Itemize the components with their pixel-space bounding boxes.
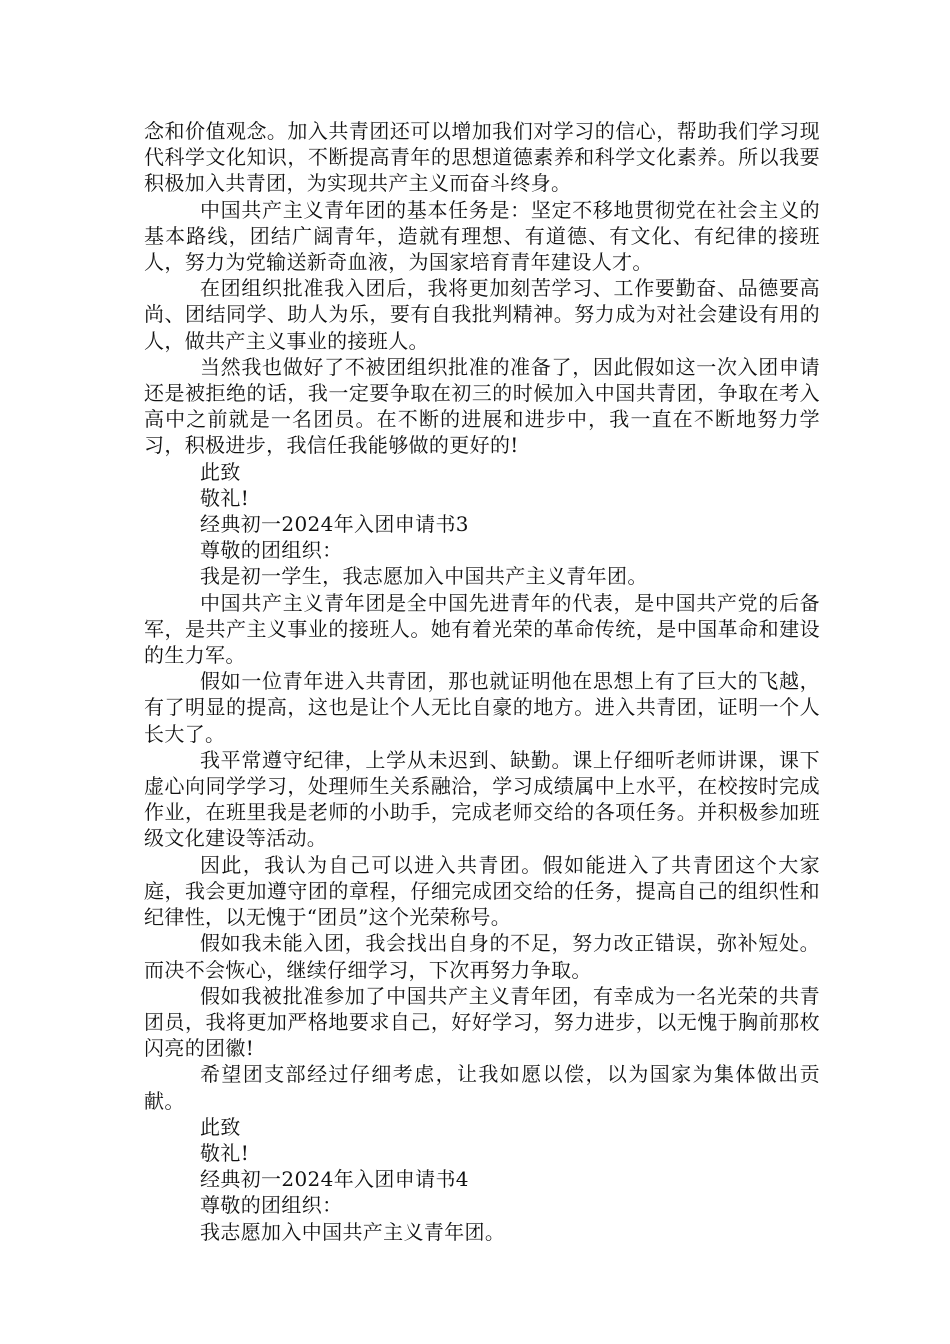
paragraph: 念和价值观念。加入共青团还可以增加我们对学习的信心，帮助我们学习现代科学文化知识，不断提高青年的思想道德素养和科学文化素养。所以我要积极加入共青团，为实现共产主义而奋斗终身。 — [144, 119, 820, 196]
greeting: 尊敬的团组织： — [200, 1193, 343, 1218]
document-body — [144, 118, 820, 1245]
section-title: 经典初一2024年入团申请书3 — [200, 512, 469, 537]
closing-salutation: 敬礼! — [200, 485, 250, 510]
closing-salutation: 敬礼! — [200, 1140, 250, 1165]
paragraph: 我是初一学生，我志愿加入中国共产主义青年团。 — [200, 564, 648, 589]
section-title: 经典初一2024年入团申请书4 — [200, 1167, 469, 1192]
paragraph: 中国共产主义青年团是全中国先进青年的代表，是中国共产党的后备军，是共产主义事业的接班人。她有着光荣的革命传统，是中国革命和建设的生力军。 — [144, 590, 820, 668]
paragraph: 我平常遵守纪律，上学从未迟到、缺勤。课上仔细听老师讲课，课下虚心向同学学习，处理师生关系融洽，学习成绩属中上水平，在校按时完成作业，在班里我是老师的小助手，完成老师交给的各项任务。并积极参加班级文化建设等活动。 — [144, 747, 820, 851]
paragraph: 当然我也做好了不被团组织批准的准备了，因此假如这一次入团申请还是被拒绝的话，我一定要争取在初三的时候加入中国共青团，争取在考入高中之前就是一名团员。在不断的进展和进步中，我一直在不断地努力学习，积极进步，我信任我能够做的更好的! — [144, 354, 820, 458]
paragraph: 假如我未能入团，我会找出自身的不足，努力改正错误，弥补短处。而决不会恢心，继续仔细学习，下次再努力争取。 — [144, 931, 820, 982]
paragraph: 希望团支部经过仔细考虑，让我如愿以偿，以为国家为集体做出贡献。 — [144, 1062, 820, 1113]
paragraph: 假如一位青年进入共青团，那也就证明他在思想上有了巨大的飞越，有了明显的提高，这也是让个人无比自豪的地方。进入共青团，证明一个人长大了。 — [144, 669, 820, 746]
paragraph: 中国共产主义青年团的基本任务是：坚定不移地贯彻党在社会主义的基本路线，团结广阔青年，造就有理想、有道德、有文化、有纪律的接班人，努力为党输送新奇血液，为国家培育青年建设人才。 — [144, 197, 820, 275]
paragraph: 假如我被批准参加了中国共产主义青年团，有幸成为一名光荣的共青团员，我将更加严格地要求自己，好好学习，努力进步，以无愧于胸前那枚闪亮的团徽! — [144, 983, 820, 1061]
paragraph: 因此，我认为自己可以进入共青团。假如能进入了共青团这个大家庭，我会更加遵守团的章程，仔细完成团交给的任务，提高自己的组织性和纪律性，以无愧于“团员”这个光荣称号。 — [144, 852, 820, 930]
greeting: 尊敬的团组织： — [200, 538, 343, 563]
paragraph: 在团组织批准我入团后，我将更加刻苦学习、工作要勤奋、品德要高尚、团结同学、助人为乐，要有自我批判精神。努力成为对社会建设有用的人，做共产主义事业的接班人。 — [144, 276, 820, 353]
paragraph: 我志愿加入中国共产主义青年团。 — [200, 1219, 506, 1244]
closing-salutation: 此致 — [200, 1114, 241, 1139]
closing-salutation: 此致 — [200, 459, 241, 484]
